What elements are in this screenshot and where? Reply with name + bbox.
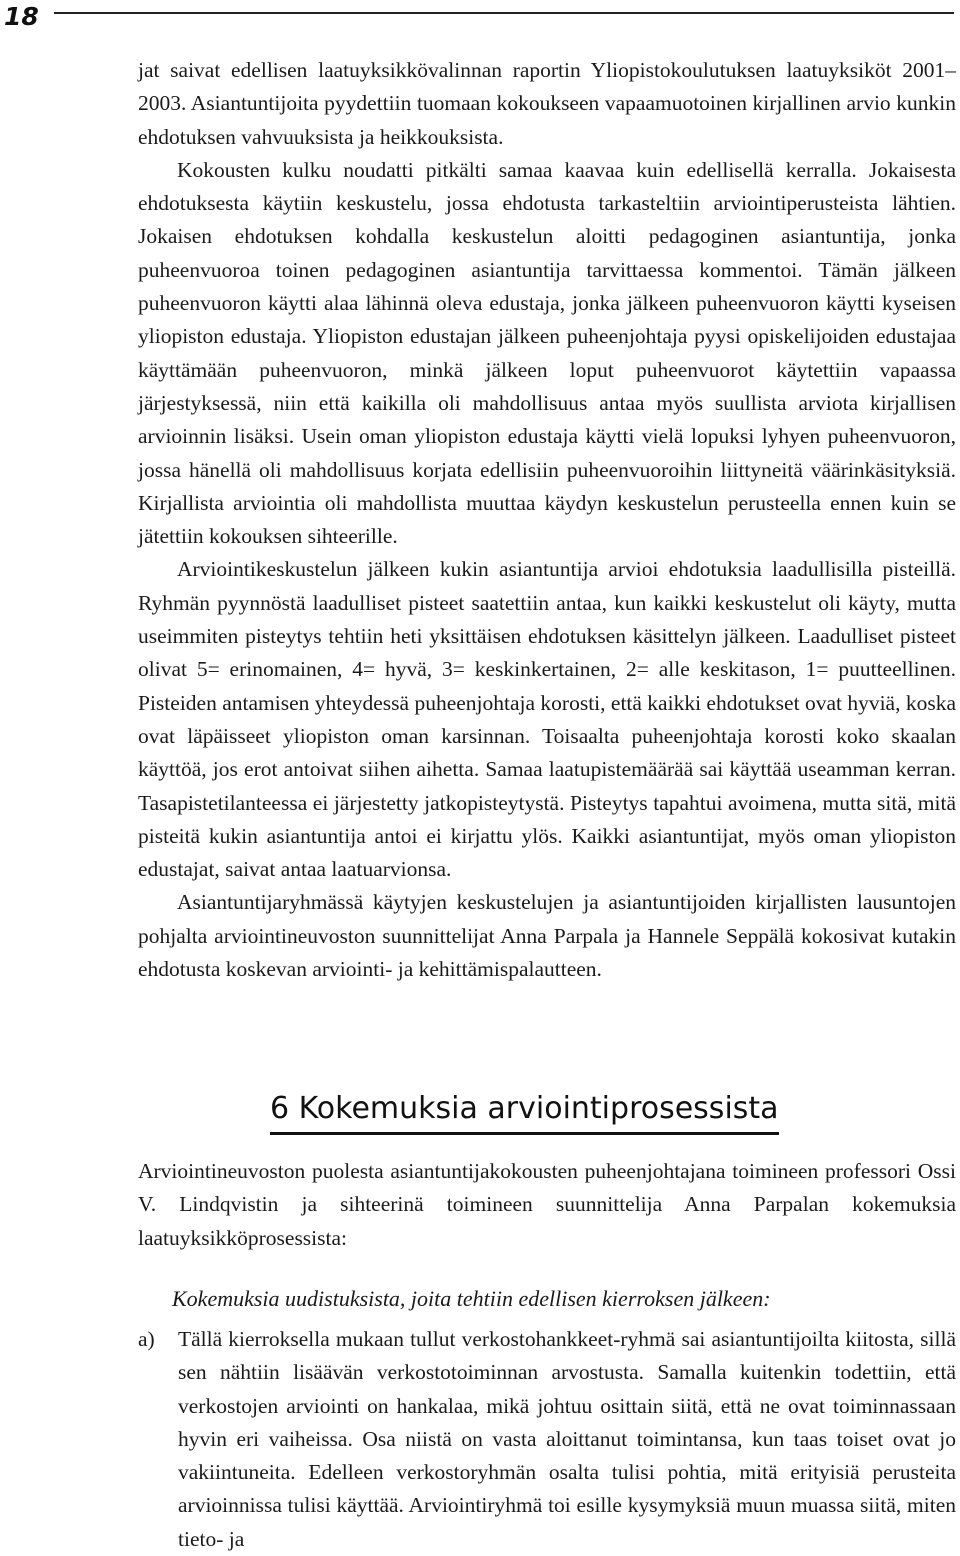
section-intro bbox=[138, 1155, 956, 1255]
page-number: 18 bbox=[4, 2, 39, 31]
list-item-text: Tällä kierroksella mukaan tullut verkostohankkeet-ryhmä sai asiantuntijoilta kiitosta, sillä sen nähtiin lisäävän verkostotoiminnan arvostusta. Samalla kuitenkin todettiin, että verkostojen arviointi on hankalaa, mikä johtuu osittain siitä, että ne ovat toiminnassaan hyvin eri vaiheissa. Osa niistä on vasta aloittanut toimintansa, kun taas toiset ovat jo vakiintuneita. Edelleen verkostoryhmän osalta tulisi pohtia, mitä erityisiä perusteita arvioinnissa tulisi käyttää. Arviointiryhmä toi esille kysymyksiä muun muassa siitä, miten tieto- ja bbox=[178, 1327, 956, 1551]
intro-paragraph: Arviointineuvoston puolesta asiantuntijakokousten puheenjohtajana toimineen professori Ossi V. Lindqvistin ja sihteerinä toimineen suunnittelija Anna Parpalan kokemuksia laatuyksikköprosessista: bbox=[138, 1159, 956, 1250]
list-item bbox=[138, 1323, 956, 1556]
list-marker: a) bbox=[138, 1327, 155, 1351]
header-rule bbox=[54, 12, 954, 14]
subheading: Kokemuksia uudistuksista, joita tehtiin edellisen kierroksen jälkeen: bbox=[172, 1286, 771, 1311]
paragraph: Asiantuntijaryhmässä käytyjen keskustelujen ja asiantuntijoiden kirjallisten lausuntojen pohjalta arviointineuvoston suunnittelijat Anna Parpala ja Hannele Seppälä kokosivat kutakin ehdotusta koskevan arviointi- ja kehittämispalautteen. bbox=[138, 890, 956, 982]
experience-list bbox=[138, 1323, 956, 1556]
body-text bbox=[138, 54, 956, 986]
section-heading: 6 Kokemuksia arviointiprosessista bbox=[270, 1090, 779, 1135]
paragraph: jat saivat edellisen laatuyksikkövalinnan raportin Yliopistokoulutuksen laatuyksiköt 2001–2003. Asiantuntijoita pyydettiin tuomaan kokoukseen vapaamuotoinen kirjallinen arvio kunkin ehdotuksen vahvuuksista ja heikkouksista. bbox=[138, 58, 956, 149]
paragraph: Kokousten kulku noudatti pitkälti samaa kaavaa kuin edellisellä kerralla. Jokaisesta ehdotuksesta käytiin keskustelu, jossa ehdotusta tarkasteltiin arviointiperusteista lähtien. Jokaisen ehdotuksen kohdalla keskustelun aloitti pedagoginen asiantuntija, jonka puheenvuoroa toinen pedagoginen asiantuntija tarvittaessa kommentoi. Tämän jälkeen puheenvuoron käytti alaa lähinnä oleva edustaja, jonka jälkeen puheenvuoron käytti kyseisen yliopiston edustaja. Yliopiston edustajan jälkeen puheenjohtaja pyysi opiskelijoiden edustajaa käyttämään puheenvuoron, minkä jälkeen loput puheenvuorot käytettiin vapaassa järjestyksessä, niin että kaikilla oli mahdollisuus antaa myös suullista arviota kirjallisen arvioinnin lisäksi. Usein oman yliopiston edustaja käytti vielä lopuksi lyhyen puheenvuoron, jossa hänellä oli mahdollisuus korjata edellisiin puheenvuoroihin liittyneitä väärinkäsityksiä. Kirjallista arviointia oli mahdollista muuttaa käydyn keskustelun perusteella ennen kuin se jätettiin kokouksen sihteerille. bbox=[138, 157, 956, 549]
paragraph: Arviointikeskustelun jälkeen kukin asiantuntija arvioi ehdotuksia laadullisilla pisteillä. Ryhmän pyynnöstä laadulliset pisteet saatettiin antaa, kun kaikki keskustelut oli käyty, mutta useimmiten pisteytys tehtiin heti yksittäisen ehdotuksen käsittelyn jälkeen. Laadulliset pisteet olivat 5= erinomainen, 4= hyvä, 3= keskinkertainen, 2= alle keskitason, 1= puutteellinen. Pisteiden antamisen yhteydessä puheenjohtaja korosti, että kaikki ehdotukset ovat hyviä, koska ovat läpäisseet yliopiston oman karsinnan. Toisaalta puheenjohtaja korosti koko skaalan käyttöä, jos erot antoivat siihen aihetta. Samaa laatupistemäärää sai käyttää useamman kerran. Tasapistetilanteessa ei järjestetty jatkopisteytystä. Pisteytys tapahtui avoimena, mutta sitä, mitä pisteitä kukin asiantuntija antoi ei kirjattu ylös. Kaikki asiantuntijat, myös oman yliopiston edustajat, saivat antaa laatuarvionsa. bbox=[138, 557, 957, 882]
